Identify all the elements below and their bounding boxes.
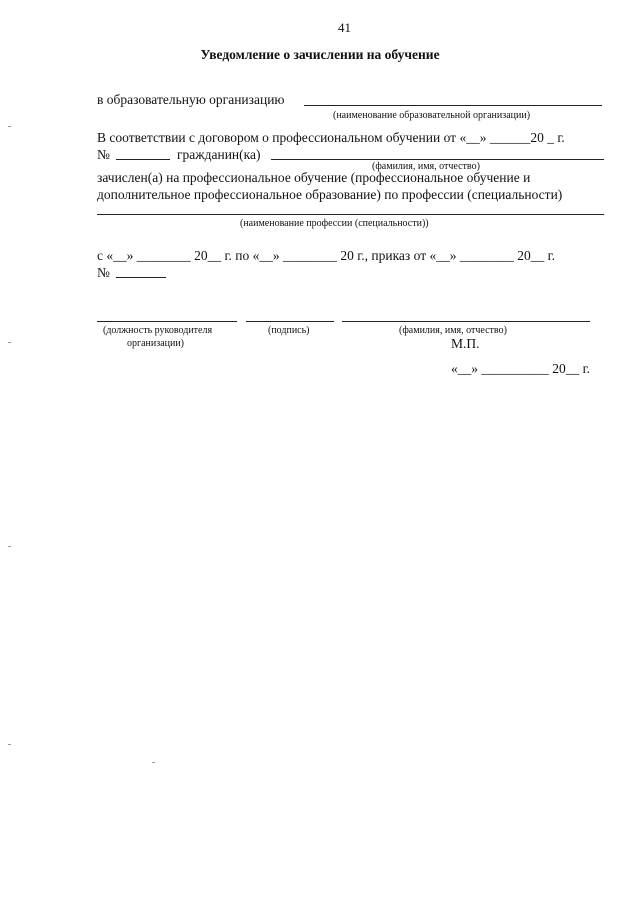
fio-caption: (фамилия, имя, отчество): [399, 325, 507, 336]
signature-caption: (подпись): [268, 325, 310, 336]
signature-date: «__» __________ 20__ г.: [451, 361, 591, 376]
org-label: в образовательную организацию: [97, 92, 285, 107]
scan-mark: [8, 126, 11, 127]
scan-mark: [8, 546, 11, 547]
document-title: Уведомление о зачислении на обучение: [200, 47, 440, 62]
scan-mark: [8, 744, 11, 745]
contract-line: В соответствии с договором о профессиональном обучении от «__» ______20 _ г.: [97, 130, 565, 145]
position-caption-1: (должность руководителя: [103, 325, 213, 336]
org-caption: (наименование образовательной организации): [333, 110, 531, 121]
order-number-field-line: [116, 277, 166, 278]
fio-field-line: [342, 321, 590, 322]
enrolled-line-2: дополнительное профессиональное образование) по профессии (специальности): [97, 187, 563, 202]
citizen-caption: (фамилия, имя, отчество): [372, 161, 480, 172]
scan-mark: [8, 342, 11, 343]
page-number: 41: [338, 20, 351, 35]
profession-field-line: [97, 214, 604, 215]
seal-mark: М.П.: [451, 336, 480, 351]
citizen-name-field-line: [271, 159, 604, 160]
period-line: с «__» ________ 20__ г. по «__» ________ 20 г., приказ от «__» ________ 20__ г.: [97, 248, 555, 263]
enrolled-line-1: зачислен(а) на профессиональное обучение (профессиональное обучение и: [97, 170, 531, 185]
citizen-label: гражданин(ка): [177, 147, 261, 162]
contract-number-field-line: [116, 159, 170, 160]
signature-field-line: [246, 321, 334, 322]
position-caption-2: организации): [127, 338, 185, 349]
order-number-label: №: [97, 265, 110, 280]
org-name-field-line: [304, 105, 602, 106]
position-field-line: [97, 321, 237, 322]
scan-mark: [152, 762, 155, 763]
profession-caption: (наименование профессии (специальности)): [240, 218, 429, 229]
contract-number-label: №: [97, 147, 110, 162]
